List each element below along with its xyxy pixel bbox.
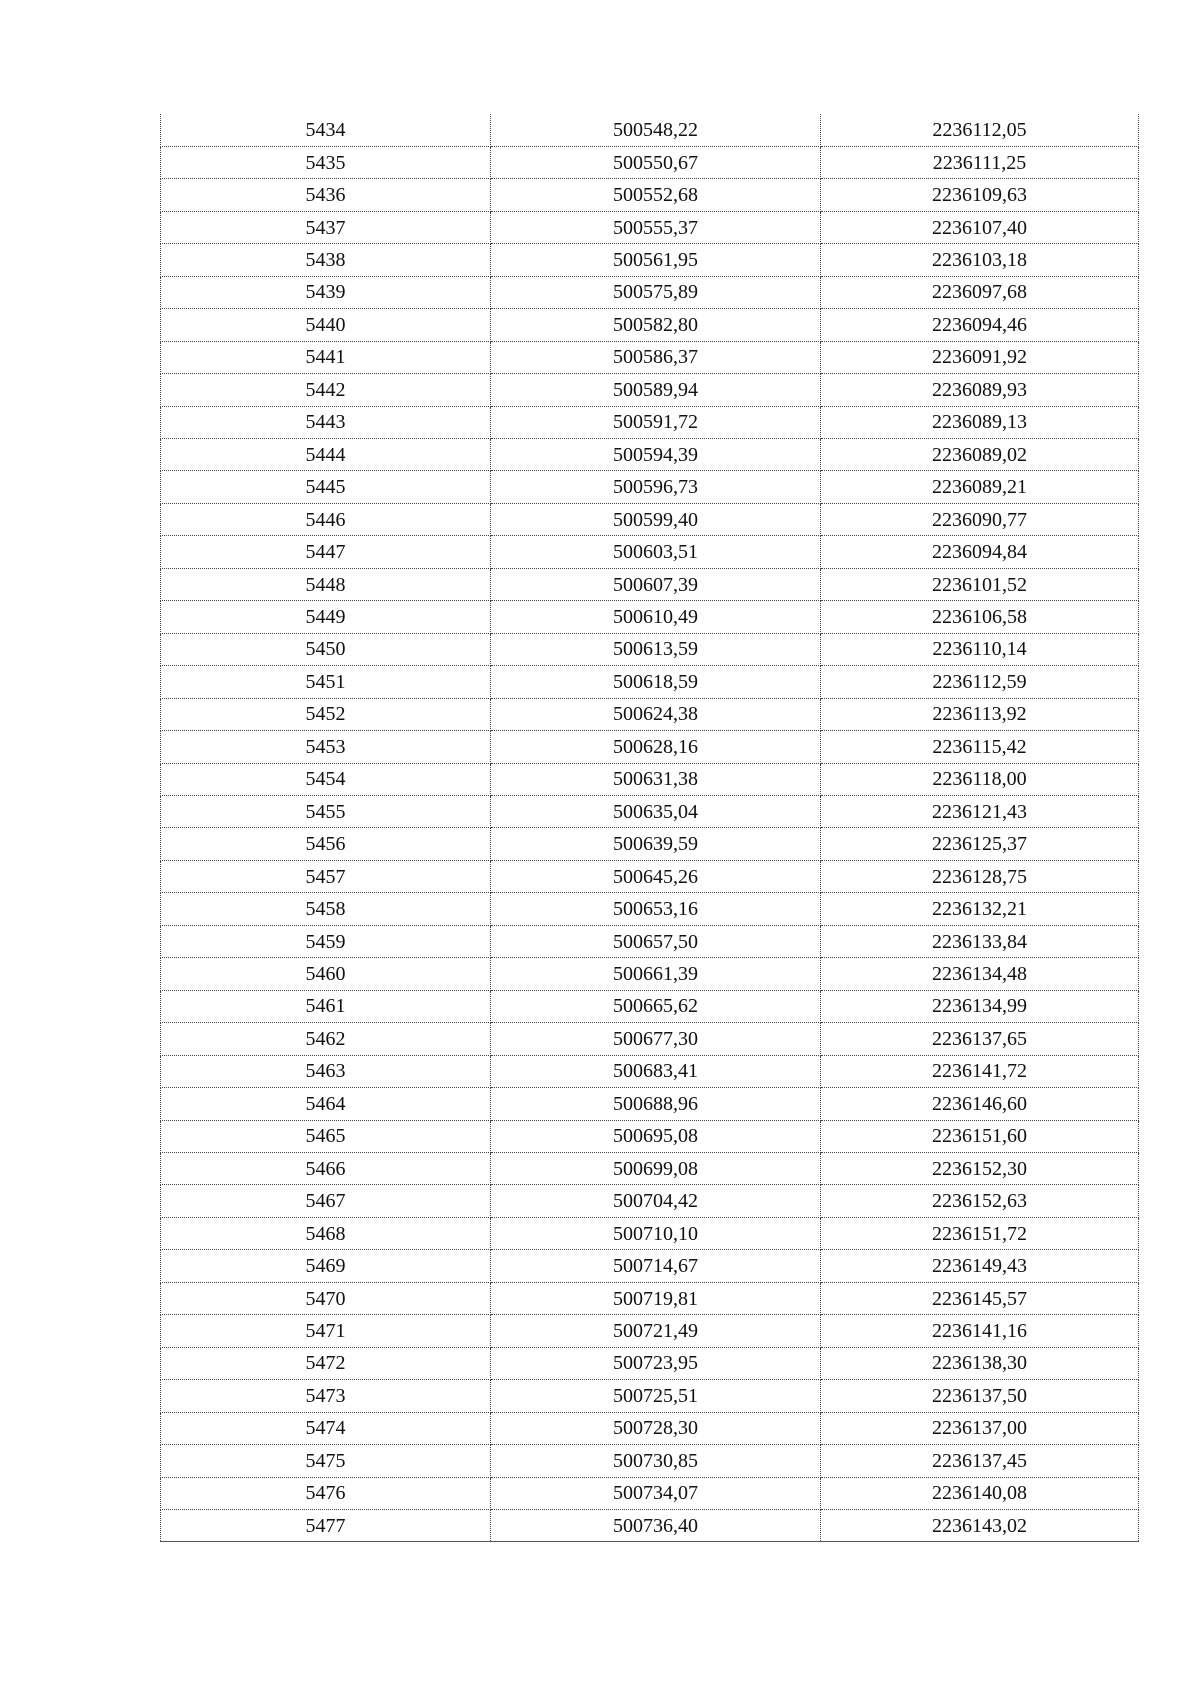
- y-coordinate-cell: 2236110,14: [821, 633, 1139, 665]
- table-row: [161, 893, 1139, 925]
- point-number-cell: 5465: [161, 1120, 491, 1152]
- y-coordinate-cell: 2236152,30: [821, 1153, 1139, 1185]
- y-coordinate-cell: 2236137,00: [821, 1412, 1139, 1444]
- point-number-cell: 5468: [161, 1217, 491, 1249]
- table-row: [161, 698, 1139, 730]
- x-coordinate-cell: 500683,41: [491, 1055, 821, 1087]
- table-row: [161, 244, 1139, 276]
- y-coordinate-cell: 2236097,68: [821, 276, 1139, 308]
- y-coordinate-cell: 2236094,46: [821, 309, 1139, 341]
- point-number-cell: 5467: [161, 1185, 491, 1217]
- table-row: [161, 114, 1139, 146]
- x-coordinate-cell: 500603,51: [491, 536, 821, 568]
- x-coordinate-cell: 500635,04: [491, 796, 821, 828]
- table-row: [161, 1282, 1139, 1314]
- y-coordinate-cell: 2236101,52: [821, 568, 1139, 600]
- x-coordinate-cell: 500599,40: [491, 503, 821, 535]
- x-coordinate-cell: 500736,40: [491, 1509, 821, 1541]
- x-coordinate-cell: 500548,22: [491, 114, 821, 146]
- point-number-cell: 5463: [161, 1055, 491, 1087]
- point-number-cell: 5460: [161, 958, 491, 990]
- y-coordinate-cell: 2236090,77: [821, 503, 1139, 535]
- y-coordinate-cell: 2236115,42: [821, 731, 1139, 763]
- y-coordinate-cell: 2236089,21: [821, 471, 1139, 503]
- x-coordinate-cell: 500657,50: [491, 925, 821, 957]
- table-row: [161, 666, 1139, 698]
- table-row: [161, 439, 1139, 471]
- y-coordinate-cell: 2236109,63: [821, 179, 1139, 211]
- table-row: [161, 990, 1139, 1022]
- table-row: [161, 1315, 1139, 1347]
- table-row: [161, 1347, 1139, 1379]
- point-number-cell: 5443: [161, 406, 491, 438]
- table-row: [161, 958, 1139, 990]
- y-coordinate-cell: 2236106,58: [821, 601, 1139, 633]
- x-coordinate-cell: 500714,67: [491, 1250, 821, 1282]
- table-row: [161, 374, 1139, 406]
- point-number-cell: 5435: [161, 146, 491, 178]
- point-number-cell: 5442: [161, 374, 491, 406]
- table-row: [161, 601, 1139, 633]
- y-coordinate-cell: 2236111,25: [821, 146, 1139, 178]
- y-coordinate-cell: 2236145,57: [821, 1282, 1139, 1314]
- table-row: [161, 925, 1139, 957]
- x-coordinate-cell: 500639,59: [491, 828, 821, 860]
- point-number-cell: 5444: [161, 439, 491, 471]
- table-row: [161, 1120, 1139, 1152]
- x-coordinate-cell: 500695,08: [491, 1120, 821, 1152]
- y-coordinate-cell: 2236107,40: [821, 211, 1139, 243]
- point-number-cell: 5464: [161, 1088, 491, 1120]
- x-coordinate-cell: 500610,49: [491, 601, 821, 633]
- y-coordinate-cell: 2236094,84: [821, 536, 1139, 568]
- x-coordinate-cell: 500596,73: [491, 471, 821, 503]
- x-coordinate-cell: 500624,38: [491, 698, 821, 730]
- table-row: [161, 1445, 1139, 1477]
- point-number-cell: 5447: [161, 536, 491, 568]
- y-coordinate-cell: 2236133,84: [821, 925, 1139, 957]
- point-number-cell: 5461: [161, 990, 491, 1022]
- x-coordinate-cell: 500723,95: [491, 1347, 821, 1379]
- table-row: [161, 406, 1139, 438]
- point-number-cell: 5469: [161, 1250, 491, 1282]
- y-coordinate-cell: 2236146,60: [821, 1088, 1139, 1120]
- point-number-cell: 5473: [161, 1380, 491, 1412]
- table-row: [161, 1185, 1139, 1217]
- x-coordinate-cell: 500618,59: [491, 666, 821, 698]
- table-row: [161, 1217, 1139, 1249]
- point-number-cell: 5440: [161, 309, 491, 341]
- y-coordinate-cell: 2236132,21: [821, 893, 1139, 925]
- x-coordinate-cell: 500613,59: [491, 633, 821, 665]
- y-coordinate-cell: 2236151,60: [821, 1120, 1139, 1152]
- point-number-cell: 5453: [161, 731, 491, 763]
- table-row: [161, 1023, 1139, 1055]
- point-number-cell: 5449: [161, 601, 491, 633]
- x-coordinate-cell: 500594,39: [491, 439, 821, 471]
- x-coordinate-cell: 500561,95: [491, 244, 821, 276]
- x-coordinate-cell: 500677,30: [491, 1023, 821, 1055]
- y-coordinate-cell: 2236103,18: [821, 244, 1139, 276]
- x-coordinate-cell: 500734,07: [491, 1477, 821, 1509]
- point-number-cell: 5452: [161, 698, 491, 730]
- x-coordinate-cell: 500607,39: [491, 568, 821, 600]
- table-row: [161, 828, 1139, 860]
- y-coordinate-cell: 2236141,16: [821, 1315, 1139, 1347]
- point-number-cell: 5438: [161, 244, 491, 276]
- y-coordinate-cell: 2236091,92: [821, 341, 1139, 373]
- point-number-cell: 5462: [161, 1023, 491, 1055]
- y-coordinate-cell: 2236152,63: [821, 1185, 1139, 1217]
- x-coordinate-cell: 500589,94: [491, 374, 821, 406]
- y-coordinate-cell: 2236113,92: [821, 698, 1139, 730]
- x-coordinate-cell: 500704,42: [491, 1185, 821, 1217]
- table-row: [161, 1412, 1139, 1444]
- point-number-cell: 5437: [161, 211, 491, 243]
- y-coordinate-cell: 2236112,59: [821, 666, 1139, 698]
- x-coordinate-cell: 500653,16: [491, 893, 821, 925]
- table-row: [161, 796, 1139, 828]
- point-number-cell: 5436: [161, 179, 491, 211]
- y-coordinate-cell: 2236125,37: [821, 828, 1139, 860]
- x-coordinate-cell: 500688,96: [491, 1088, 821, 1120]
- x-coordinate-cell: 500575,89: [491, 276, 821, 308]
- y-coordinate-cell: 2236128,75: [821, 860, 1139, 892]
- point-number-cell: 5454: [161, 763, 491, 795]
- point-number-cell: 5457: [161, 860, 491, 892]
- x-coordinate-cell: 500730,85: [491, 1445, 821, 1477]
- table-row: [161, 471, 1139, 503]
- table-row: [161, 1509, 1139, 1541]
- coordinates-table: [160, 114, 1139, 1542]
- point-number-cell: 5445: [161, 471, 491, 503]
- table-row: [161, 1055, 1139, 1087]
- point-number-cell: 5441: [161, 341, 491, 373]
- point-number-cell: 5476: [161, 1477, 491, 1509]
- table-row: [161, 1088, 1139, 1120]
- y-coordinate-cell: 2236137,50: [821, 1380, 1139, 1412]
- point-number-cell: 5477: [161, 1509, 491, 1541]
- x-coordinate-cell: 500591,72: [491, 406, 821, 438]
- table-row: [161, 860, 1139, 892]
- x-coordinate-cell: 500645,26: [491, 860, 821, 892]
- table-row: [161, 503, 1139, 535]
- x-coordinate-cell: 500719,81: [491, 1282, 821, 1314]
- table-row: [161, 341, 1139, 373]
- table-row: [161, 536, 1139, 568]
- point-number-cell: 5475: [161, 1445, 491, 1477]
- coordinates-table-body: [161, 114, 1139, 1542]
- table-row: [161, 1153, 1139, 1185]
- y-coordinate-cell: 2236089,93: [821, 374, 1139, 406]
- x-coordinate-cell: 500661,39: [491, 958, 821, 990]
- table-row: [161, 211, 1139, 243]
- point-number-cell: 5448: [161, 568, 491, 600]
- x-coordinate-cell: 500725,51: [491, 1380, 821, 1412]
- point-number-cell: 5439: [161, 276, 491, 308]
- x-coordinate-cell: 500721,49: [491, 1315, 821, 1347]
- x-coordinate-cell: 500665,62: [491, 990, 821, 1022]
- y-coordinate-cell: 2236134,99: [821, 990, 1139, 1022]
- x-coordinate-cell: 500628,16: [491, 731, 821, 763]
- table-row: [161, 276, 1139, 308]
- x-coordinate-cell: 500728,30: [491, 1412, 821, 1444]
- y-coordinate-cell: 2236138,30: [821, 1347, 1139, 1379]
- x-coordinate-cell: 500586,37: [491, 341, 821, 373]
- table-row: [161, 1380, 1139, 1412]
- y-coordinate-cell: 2236140,08: [821, 1477, 1139, 1509]
- y-coordinate-cell: 2236121,43: [821, 796, 1139, 828]
- x-coordinate-cell: 500699,08: [491, 1153, 821, 1185]
- y-coordinate-cell: 2236089,13: [821, 406, 1139, 438]
- table-row: [161, 633, 1139, 665]
- y-coordinate-cell: 2236149,43: [821, 1250, 1139, 1282]
- table-row: [161, 179, 1139, 211]
- point-number-cell: 5472: [161, 1347, 491, 1379]
- x-coordinate-cell: 500582,80: [491, 309, 821, 341]
- point-number-cell: 5456: [161, 828, 491, 860]
- y-coordinate-cell: 2236151,72: [821, 1217, 1139, 1249]
- table-row: [161, 1250, 1139, 1282]
- point-number-cell: 5466: [161, 1153, 491, 1185]
- x-coordinate-cell: 500555,37: [491, 211, 821, 243]
- x-coordinate-cell: 500710,10: [491, 1217, 821, 1249]
- y-coordinate-cell: 2236141,72: [821, 1055, 1139, 1087]
- table-row: [161, 763, 1139, 795]
- point-number-cell: 5455: [161, 796, 491, 828]
- y-coordinate-cell: 2236112,05: [821, 114, 1139, 146]
- point-number-cell: 5471: [161, 1315, 491, 1347]
- x-coordinate-cell: 500631,38: [491, 763, 821, 795]
- table-row: [161, 1477, 1139, 1509]
- x-coordinate-cell: 500552,68: [491, 179, 821, 211]
- point-number-cell: 5470: [161, 1282, 491, 1314]
- table-row: [161, 731, 1139, 763]
- point-number-cell: 5434: [161, 114, 491, 146]
- point-number-cell: 5458: [161, 893, 491, 925]
- table-row: [161, 309, 1139, 341]
- point-number-cell: 5451: [161, 666, 491, 698]
- table-row: [161, 146, 1139, 178]
- x-coordinate-cell: 500550,67: [491, 146, 821, 178]
- y-coordinate-cell: 2236143,02: [821, 1509, 1139, 1541]
- y-coordinate-cell: 2236089,02: [821, 439, 1139, 471]
- table-row: [161, 568, 1139, 600]
- y-coordinate-cell: 2236137,45: [821, 1445, 1139, 1477]
- y-coordinate-cell: 2236134,48: [821, 958, 1139, 990]
- y-coordinate-cell: 2236137,65: [821, 1023, 1139, 1055]
- point-number-cell: 5450: [161, 633, 491, 665]
- y-coordinate-cell: 2236118,00: [821, 763, 1139, 795]
- point-number-cell: 5459: [161, 925, 491, 957]
- point-number-cell: 5446: [161, 503, 491, 535]
- point-number-cell: 5474: [161, 1412, 491, 1444]
